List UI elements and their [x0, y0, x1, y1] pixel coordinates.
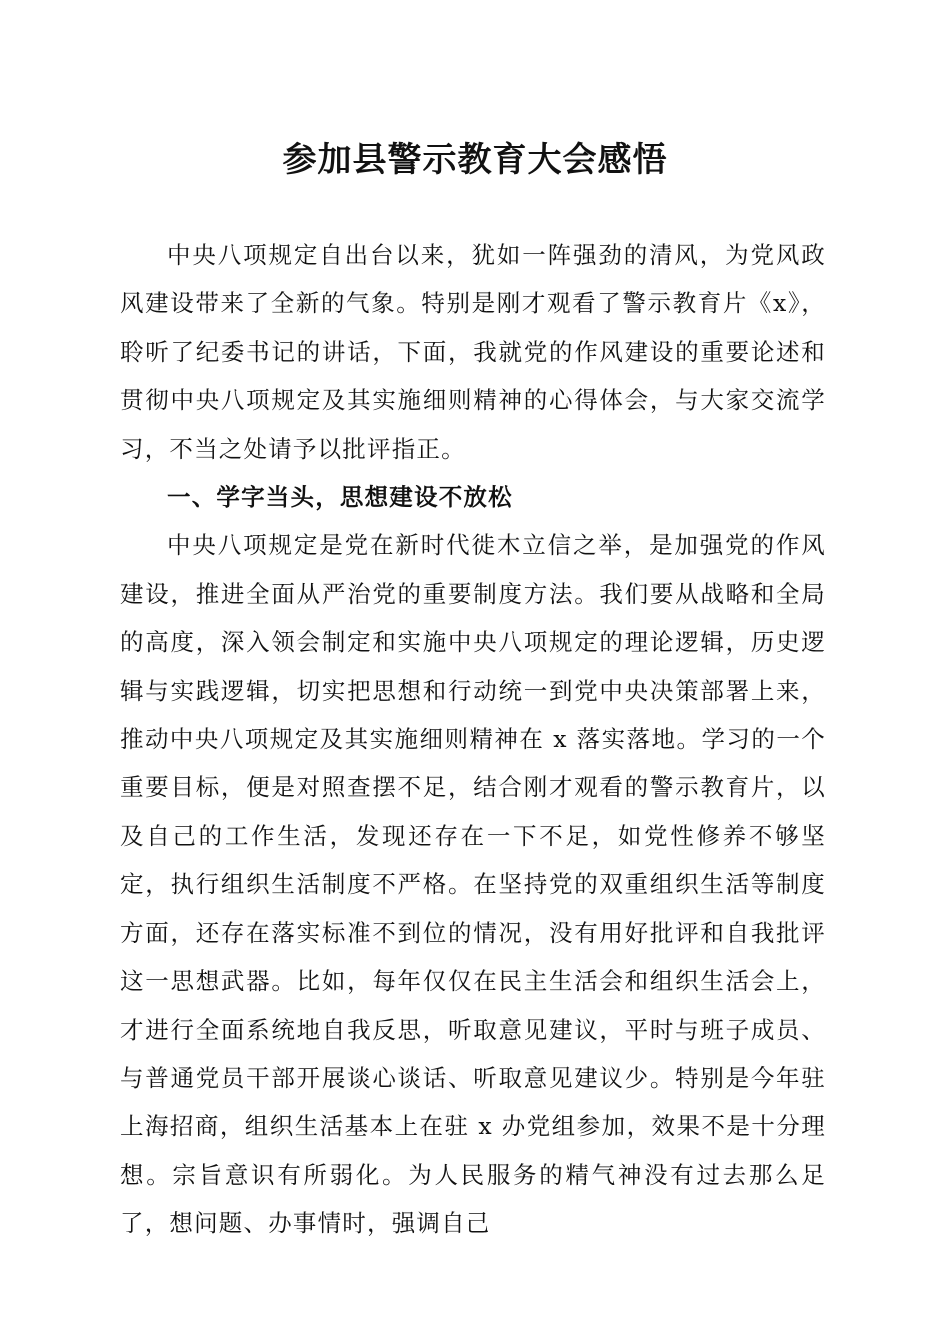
document-body: [120, 231, 826, 1248]
paragraph-section-1: 中央八项规定是党在新时代徙木立信之举，是加强党的作风建设，推进全面从严治党的重要制度方法。我们要从战略和全局的高度，深入领会制定和实施中央八项规定的理论逻辑，历史逻辑与实践逻辑，切实把思想和行动统一到党中央决策部署上来，推动中央八项规定及其实施细则精神在 x 落实落地。学习的一个重要目标，便是对照查摆不足，结合刚才观看的警示教育片，以及自己的工作生活，发现还存在一下不足，如党性修养不够坚定，执行组织生活制度不严格。在坚持党的双重组织生活等制度方面，还存在落实标准不到位的情况，没有用好批评和自我批评这一思想武器。比如，每年仅仅在民主生活会和组织生活会上，才进行全面系统地自我反思，听取意见建议，平时与班子成员、与普通党员干部开展谈心谈话、听取意见建议少。特别是今年驻上海招商，组织生活基本上在驻 x 办党组参加，效果不是十分理想。宗旨意识有所弱化。为人民服务的精气神没有过去那么足了，想问题、办事情时，强调自己: [120, 531, 826, 1238]
document-title: 参加县警示教育大会感悟: [282, 140, 668, 180]
section-heading-1: 一、学字当头，思想建设不放松: [167, 483, 513, 512]
paragraph-intro: 中央八项规定自出台以来，犹如一阵强劲的清风，为党风政风建设带来了全新的气象。特别是刚才观看了警示教育片《x》，聆听了纪委书记的讲话，下面，我就党的作风建设的重要论述和贯彻中央八项规定及其实施细则精神的心得体会，与大家交流学习，不当之处请予以批评指正。: [120, 241, 826, 463]
